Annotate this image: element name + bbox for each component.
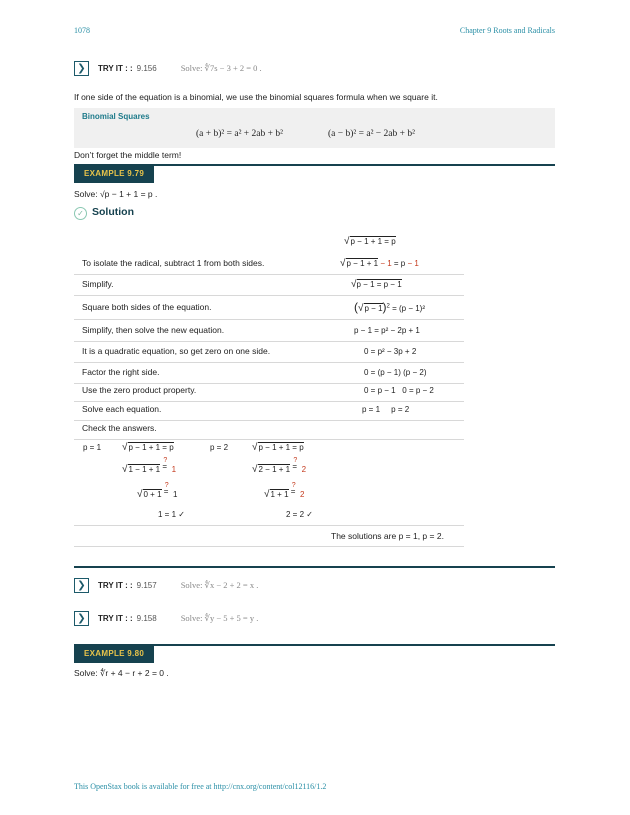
divider — [74, 566, 555, 568]
eq-part: 1 — [172, 490, 178, 499]
eq-part-red: − 1 — [378, 258, 392, 268]
check-p1-label: p = 1 — [83, 443, 102, 452]
question-mark: ? — [164, 482, 169, 489]
check-p2-line4: 2 = 2 ✓ — [286, 510, 313, 519]
step-text: Factor the right side. — [82, 367, 160, 378]
example-problem: Solve: √p − 1 + 1 = p . — [74, 189, 158, 199]
eq-part: = (p − 1)² — [392, 304, 425, 313]
eq-part: p − 1 + 1 — [346, 258, 379, 268]
formula-sum: (a + b)² = a² + 2ab + b² — [196, 129, 283, 139]
eq-part: 2 − 1 + 1 — [258, 465, 291, 474]
chevron-right-icon[interactable]: ❯ — [74, 61, 89, 76]
try-it-problem: Solve: ∜7s − 3 + 2 = 0 . — [180, 63, 262, 73]
divider — [74, 546, 464, 547]
formula-difference: (a − b)² = a² − 2ab + b² — [328, 129, 415, 139]
step-equation: 0 = p² − 3p + 2 — [364, 346, 417, 356]
check-p2-line1: √p − 1 + 1 = p — [252, 442, 304, 453]
step-equation — [332, 386, 464, 395]
eq-part-red: 1 — [171, 465, 177, 474]
try-it-label: TRY IT : : — [98, 614, 133, 623]
check-p2-label: p = 2 — [210, 443, 229, 452]
solution-heading: Solution — [92, 206, 134, 218]
check-p1-line2: √1 − 1 + 1 ? = 1 — [122, 457, 177, 475]
try-it-problem: Solve: ∜x − 2 + 2 = x . — [180, 580, 259, 590]
example-problem: Solve: ∜r + 4 − r + 2 = 0 . — [74, 668, 169, 678]
try-it-9-158 — [74, 610, 258, 627]
eq-part: 0 = p − 1 — [364, 385, 396, 395]
try-it-label: TRY IT : : — [98, 581, 133, 590]
question-mark: ? — [163, 457, 168, 464]
question-mark: ? — [293, 457, 298, 464]
step-text: Use the zero product property. — [82, 385, 197, 396]
step-text: Simplify. — [82, 279, 114, 290]
step-equation: √p − 1 = p − 1 — [351, 278, 402, 290]
step-equation: 0 = (p − 1) (p − 2) — [364, 367, 427, 377]
table-row — [74, 418, 464, 440]
eq-part: p = 1 — [362, 404, 381, 414]
step-equation: $(√p - 1)^2 = (p - 1)^2$ — [354, 300, 425, 314]
try-it-problem: Solve: ∜y − 5 + 5 = y . — [180, 613, 259, 623]
step-equation: p − 1 = p² − 2p + 1 — [354, 325, 420, 335]
eq-part-red: 2 — [301, 465, 307, 474]
try-it-9-156 — [74, 60, 262, 77]
table-row — [74, 320, 464, 342]
step-equation: √p − 1 + 1 − 1 = p − 1 — [340, 257, 419, 269]
question-mark: ? — [291, 482, 296, 489]
eq-part: 0 + 1 — [143, 490, 162, 499]
check-p2-line3: √1 + 1 ? = 2 — [264, 482, 305, 500]
try-it-label: TRY IT : : — [98, 64, 133, 73]
conclusion: The solutions are p = 1, p = 2. — [331, 531, 444, 541]
try-it-number: 9.156 — [136, 64, 157, 73]
eq-part: p − 1 + 1 = p — [258, 443, 304, 452]
eq-part: 1 + 1 — [270, 490, 289, 499]
check-circle-icon: ✓ — [74, 207, 87, 220]
chapter-title: Chapter 9 Roots and Radicals — [459, 26, 555, 35]
eq-sign: = — [163, 487, 169, 496]
example-label: EXAMPLE 9.79 — [74, 165, 154, 183]
eq-part-red: − 1 — [407, 258, 419, 268]
eq-part-red: 2 — [299, 490, 305, 499]
eq-part: 1 − 1 + 1 — [128, 465, 161, 474]
step-text: Solve each equation. — [82, 404, 162, 415]
table-row — [74, 295, 464, 320]
check-p1-line3: √0 + 1 ? = 1 — [137, 482, 178, 500]
eq-sign: = — [290, 487, 296, 496]
table-row — [74, 274, 464, 296]
try-it-9-157 — [74, 577, 258, 594]
step-text: It is a quadratic equation, so get zero on one side. — [82, 346, 271, 357]
table-row — [74, 253, 464, 275]
eq-part: = p — [391, 258, 408, 268]
footer: This OpenStax book is available for free at http://cnx.org/content/col12116/1.2 — [74, 782, 327, 791]
chevron-right-icon[interactable]: ❯ — [74, 578, 89, 593]
check-p2-line2: √2 − 1 + 1 ? = 2 — [252, 457, 307, 475]
intro-text: If one side of the equation is a binomial, we use the binomial squares formula when we square it. — [74, 92, 438, 102]
binomial-squares-box — [74, 108, 555, 148]
eq-sign: = — [162, 462, 167, 471]
step-text: To isolate the radical, subtract 1 from both sides. — [82, 258, 265, 269]
step-equation — [332, 405, 464, 414]
step-text: Square both sides of the equation. — [82, 302, 212, 312]
example-label: EXAMPLE 9.80 — [74, 645, 154, 663]
divider — [74, 525, 464, 526]
eq-sign: = — [292, 462, 297, 471]
chevron-right-icon[interactable]: ❯ — [74, 611, 89, 626]
step-text: Simplify, then solve the new equation. — [82, 325, 225, 336]
try-it-number: 9.157 — [136, 581, 157, 590]
eq-part: 0 = p − 2 — [402, 385, 434, 395]
step-text: Check the answers. — [82, 423, 157, 434]
box-title: Binomial Squares — [82, 112, 150, 121]
page-number: 1078 — [74, 26, 90, 35]
eq-part: p = 2 — [391, 404, 410, 414]
eq-part: p − 1 — [364, 304, 383, 313]
eq-part: p − 1 + 1 = p — [128, 443, 174, 452]
top-equation-text: p − 1 + 1 = p — [350, 237, 396, 246]
middle-term-note: Don’t forget the middle term! — [74, 150, 182, 160]
table-row — [74, 341, 464, 363]
try-it-number: 9.158 — [136, 614, 157, 623]
top-equation: √p − 1 + 1 = p — [344, 236, 396, 247]
check-p1-line4: 1 = 1 ✓ — [158, 510, 185, 519]
eq-part: p − 1 = p − 1 — [356, 279, 402, 289]
check-p1-line1: √p − 1 + 1 = p — [122, 442, 174, 453]
